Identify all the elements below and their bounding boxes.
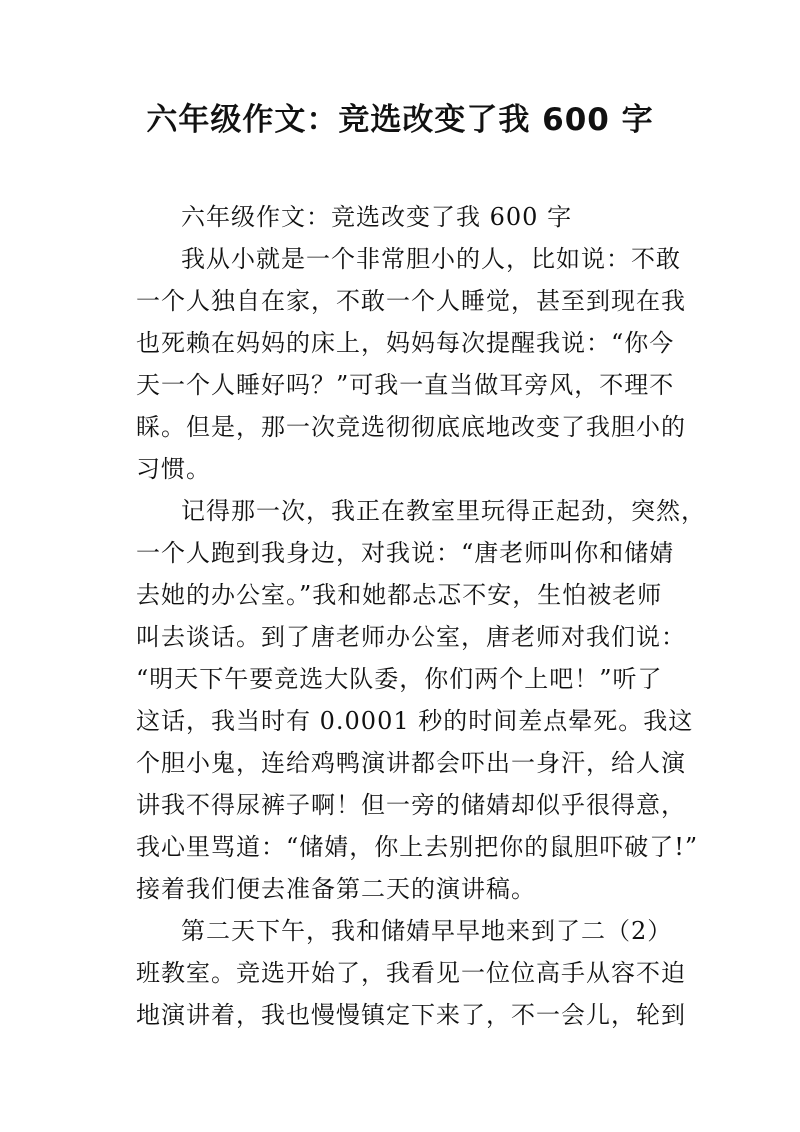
text-line: 去她的办公室。”我和她都忐忑不安，生怕被老师	[136, 581, 663, 609]
text-line: 这话，我当时有 0.0001 秒的时间差点晕死。我这	[136, 707, 694, 735]
text-line: “明天下午要竞选大队委，你们两个上吧！”听了	[136, 665, 663, 693]
text-line: 睬。但是，那一次竞选彻彻底底地改变了我胆小的	[136, 413, 686, 441]
text-line: 一个人跑到我身边，对我说：“唐老师叫你和储婧	[136, 539, 675, 567]
text-line: 第二天下午，我和储婧早早地来到了二（2）	[181, 917, 673, 945]
text-line: 天一个人睡好吗？”可我一直当做耳旁风，不理不	[136, 371, 675, 399]
text-line: 接着我们便去准备第二天的演讲稿。	[136, 875, 536, 903]
text-line: 叫去谈话。到了唐老师办公室，唐老师对我们说：	[136, 623, 686, 651]
text-line: 我从小就是一个非常胆小的人，比如说：不敢	[181, 245, 681, 273]
text-line: 个胆小鬼，连给鸡鸭演讲都会吓出一身汗，给人演	[136, 749, 686, 777]
text-line: 我心里骂道：“储婧，你上去别把你的鼠胆吓破了!”	[136, 833, 699, 861]
text-line: 地演讲着，我也慢慢镇定下来了，不一会儿，轮到	[136, 1001, 686, 1029]
text-line: 班教室。竞选开始了，我看见一位位高手从容不迫	[136, 959, 686, 987]
text-line: 讲我不得尿裤子啊！但一旁的储婧却似乎很得意，	[136, 791, 686, 819]
text-line: 记得那一次，我正在教室里玩得正起劲，突然，	[181, 497, 706, 525]
text-line: 六年级作文：竞选改变了我 600 字	[181, 203, 573, 231]
document-title: 六年级作文：竞选改变了我 600 字	[146, 102, 654, 138]
text-line: 也死赖在妈妈的床上，妈妈每次提醒我说：“你今	[136, 329, 675, 357]
text-line: 一个人独自在家，不敢一个人睡觉，甚至到现在我	[136, 287, 686, 315]
text-line: 习惯。	[136, 455, 211, 483]
